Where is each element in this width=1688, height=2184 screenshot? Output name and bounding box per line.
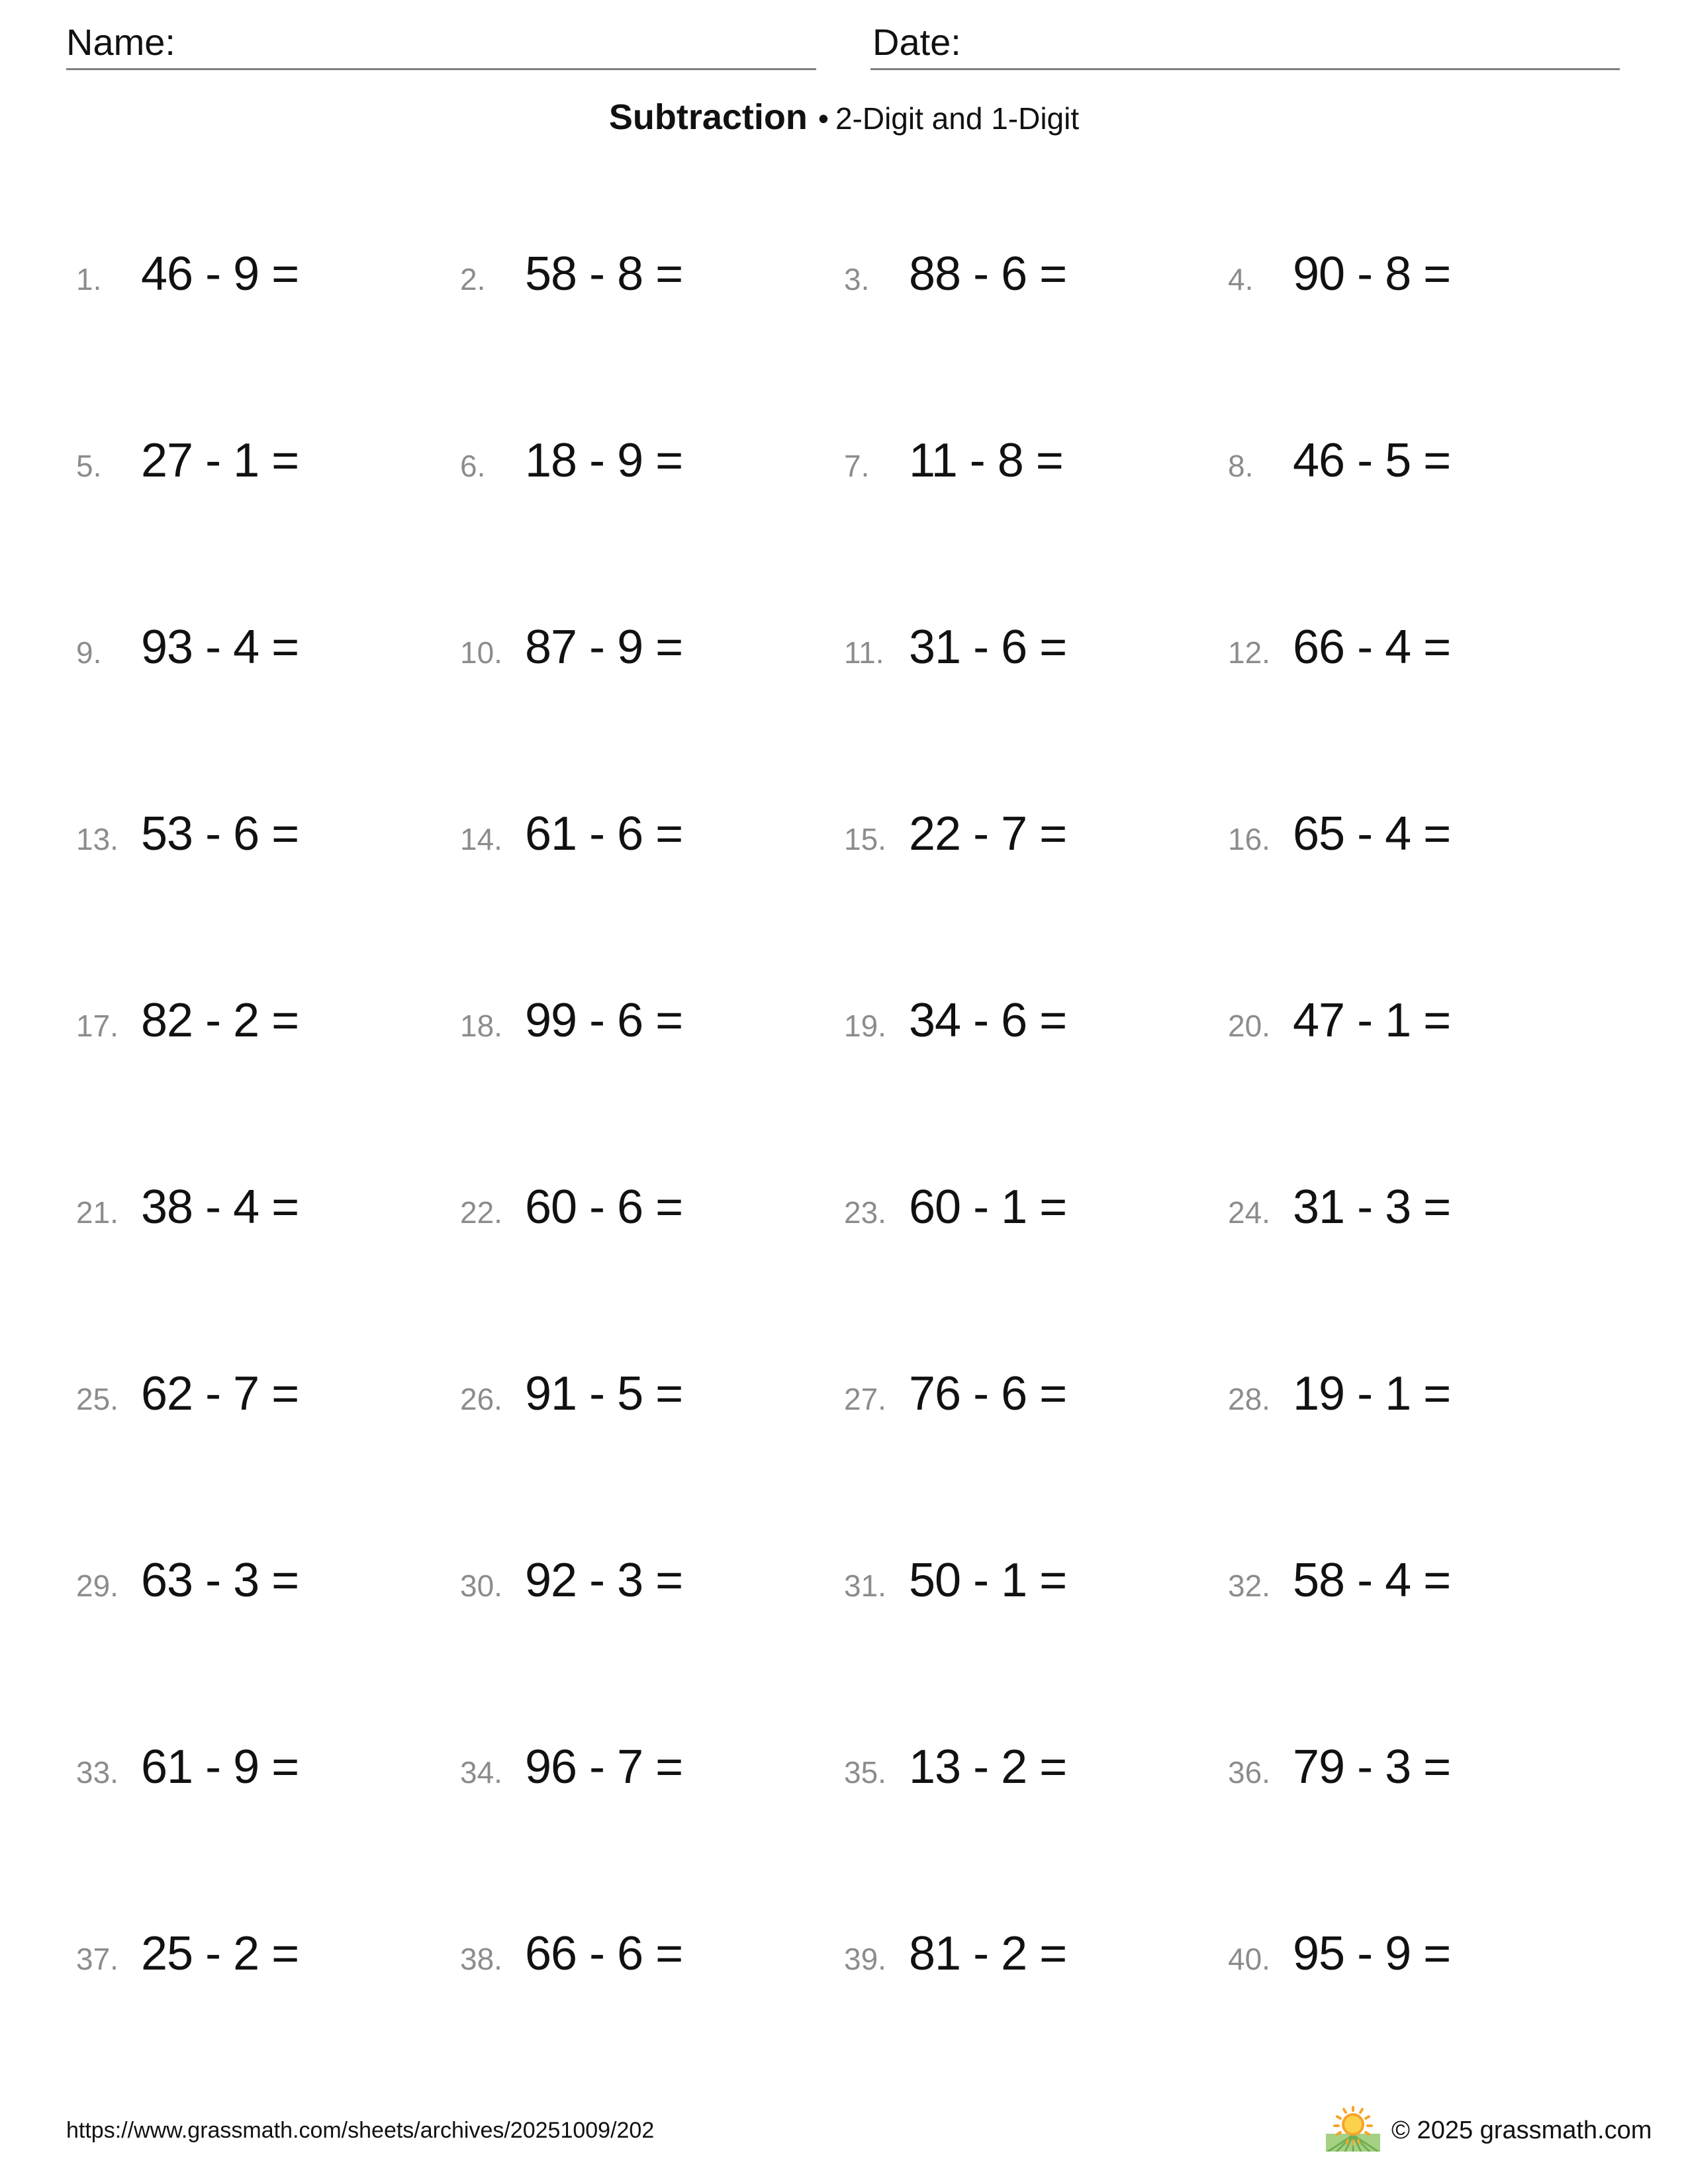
- footer-copyright: © 2025 grassmath.com: [1391, 2116, 1652, 2144]
- problem-number: 26.: [460, 1382, 502, 1416]
- problem-cell: [76, 989, 460, 1176]
- problem-number: 15.: [844, 822, 886, 856]
- problem-number: 5.: [76, 449, 102, 483]
- problem-number: 38.: [460, 1942, 502, 1976]
- problem-cell: [1228, 243, 1612, 430]
- problem-cell: [1228, 1736, 1612, 1923]
- problem-expression: 96 - 7 =: [525, 1741, 683, 1794]
- problem-number: 28.: [1228, 1382, 1270, 1416]
- problem-number: 8.: [1228, 449, 1254, 483]
- problem-expression: 95 - 9 =: [1293, 1927, 1451, 1980]
- problem-number: 34.: [460, 1755, 502, 1790]
- problem-expression: 82 - 2 =: [141, 994, 299, 1047]
- title-bullet: •: [818, 101, 829, 136]
- problem-number: 3.: [844, 262, 870, 296]
- problem-cell: [1228, 616, 1612, 803]
- problem-number: 22.: [460, 1195, 502, 1230]
- footer-url: https://www.grassmath.com/sheets/archives/20251009/202: [66, 2118, 655, 2143]
- problem-number: 35.: [844, 1755, 886, 1790]
- problem-cell: [1228, 1549, 1612, 1736]
- problem-expression: 50 - 1 =: [909, 1554, 1067, 1607]
- problem-expression: 61 - 6 =: [525, 807, 683, 860]
- problem-expression: 88 - 6 =: [909, 248, 1067, 300]
- problem-expression: 31 - 3 =: [1293, 1181, 1451, 1234]
- problem-number: 36.: [1228, 1755, 1270, 1790]
- title-subtitle: 2-Digit and 1-Digit: [835, 101, 1080, 136]
- problem-number: 1.: [76, 262, 102, 296]
- problem-cell: [1228, 989, 1612, 1176]
- problem-number: 18.: [460, 1009, 502, 1043]
- problem-cell: [844, 1363, 1228, 1549]
- problem-cell: [1228, 1923, 1612, 2109]
- problem-cell: [844, 616, 1228, 803]
- name-label: Name:: [66, 21, 175, 63]
- problem-expression: 11 - 8 =: [909, 434, 1063, 487]
- problem-cell: [844, 430, 1228, 616]
- problem-cell: [460, 1176, 844, 1363]
- problem-cell: [460, 243, 844, 430]
- problem-number: 4.: [1228, 262, 1254, 296]
- problem-expression: 60 - 6 =: [525, 1181, 683, 1234]
- problem-number: 9.: [76, 635, 102, 670]
- problem-number: 10.: [460, 635, 502, 670]
- problem-cell: [844, 803, 1228, 989]
- problem-number: 6.: [460, 449, 486, 483]
- problem-number: 21.: [76, 1195, 118, 1230]
- problem-expression: 65 - 4 =: [1293, 807, 1451, 860]
- problem-expression: 46 - 5 =: [1293, 434, 1451, 487]
- problem-expression: 19 - 1 =: [1293, 1367, 1451, 1420]
- problem-cell: [76, 1176, 460, 1363]
- problem-number: 13.: [76, 822, 118, 856]
- problem-cell: [844, 243, 1228, 430]
- date-label: Date:: [872, 21, 961, 63]
- problem-cell: [460, 803, 844, 989]
- problem-number: 7.: [844, 449, 870, 483]
- problem-number: 40.: [1228, 1942, 1270, 1976]
- problem-cell: [460, 1736, 844, 1923]
- date-underline: [870, 68, 1620, 70]
- problem-expression: 76 - 6 =: [909, 1367, 1067, 1420]
- problem-expression: 99 - 6 =: [525, 994, 683, 1047]
- problem-cell: [460, 430, 844, 616]
- problem-number: 32.: [1228, 1569, 1270, 1603]
- problem-number: 12.: [1228, 635, 1270, 670]
- problem-cell: [76, 1363, 460, 1549]
- problem-expression: 66 - 4 =: [1293, 621, 1451, 674]
- problem-cell: [1228, 803, 1612, 989]
- problem-number: 17.: [76, 1009, 118, 1043]
- problem-cell: [460, 1363, 844, 1549]
- problem-number: 23.: [844, 1195, 886, 1230]
- problem-number: 25.: [76, 1382, 118, 1416]
- problem-cell: [76, 1736, 460, 1923]
- problem-number: 24.: [1228, 1195, 1270, 1230]
- problem-expression: 60 - 1 =: [909, 1181, 1067, 1234]
- problem-expression: 34 - 6 =: [909, 994, 1067, 1047]
- problem-expression: 61 - 9 =: [141, 1741, 299, 1794]
- problem-expression: 91 - 5 =: [525, 1367, 683, 1420]
- problem-number: 31.: [844, 1569, 886, 1603]
- page-title: [0, 97, 1688, 138]
- problem-expression: 25 - 2 =: [141, 1927, 299, 1980]
- problem-expression: 81 - 2 =: [909, 1927, 1067, 1980]
- problem-cell: [844, 989, 1228, 1176]
- problem-expression: 27 - 1 =: [141, 434, 299, 487]
- problem-expression: 62 - 7 =: [141, 1367, 299, 1420]
- problem-number: 37.: [76, 1942, 118, 1976]
- problem-number: 39.: [844, 1942, 886, 1976]
- problem-expression: 87 - 9 =: [525, 621, 683, 674]
- problem-cell: [844, 1176, 1228, 1363]
- problem-cell: [76, 616, 460, 803]
- problem-expression: 92 - 3 =: [525, 1554, 683, 1607]
- problem-number: 20.: [1228, 1009, 1270, 1043]
- problem-cell: [76, 803, 460, 989]
- problem-expression: 66 - 6 =: [525, 1927, 683, 1980]
- problem-cell: [1228, 430, 1612, 616]
- problem-number: 27.: [844, 1382, 886, 1416]
- problem-expression: 18 - 9 =: [525, 434, 683, 487]
- problem-number: 16.: [1228, 822, 1270, 856]
- problem-expression: 53 - 6 =: [141, 807, 299, 860]
- problem-expression: 90 - 8 =: [1293, 248, 1451, 300]
- problem-expression: 58 - 8 =: [525, 248, 683, 300]
- problem-expression: 38 - 4 =: [141, 1181, 299, 1234]
- problem-cell: [460, 616, 844, 803]
- problem-cell: [460, 1549, 844, 1736]
- problem-cell: [76, 1549, 460, 1736]
- problem-cell: [460, 1923, 844, 2109]
- problem-cell: [76, 1923, 460, 2109]
- problem-expression: 13 - 2 =: [909, 1741, 1067, 1794]
- problem-expression: 93 - 4 =: [141, 621, 299, 674]
- title-main: Subtraction: [608, 97, 808, 137]
- problems-grid: [76, 243, 1612, 2109]
- problem-cell: [1228, 1363, 1612, 1549]
- problem-number: 29.: [76, 1569, 118, 1603]
- problem-number: 11.: [844, 635, 884, 670]
- problem-expression: 79 - 3 =: [1293, 1741, 1451, 1794]
- name-underline: [66, 68, 816, 70]
- problem-expression: 58 - 4 =: [1293, 1554, 1451, 1607]
- problem-number: 19.: [844, 1009, 886, 1043]
- problem-cell: [844, 1736, 1228, 1923]
- problem-number: 33.: [76, 1755, 118, 1790]
- problem-expression: 47 - 1 =: [1293, 994, 1451, 1047]
- problem-cell: [1228, 1176, 1612, 1363]
- problem-number: 14.: [460, 822, 502, 856]
- problem-expression: 31 - 6 =: [909, 621, 1067, 674]
- problem-cell: [76, 243, 460, 430]
- problem-expression: 46 - 9 =: [141, 248, 299, 300]
- problem-cell: [76, 430, 460, 616]
- problem-number: 30.: [460, 1569, 502, 1603]
- problem-number: 2.: [460, 262, 486, 296]
- problem-cell: [844, 1549, 1228, 1736]
- grassmath-logo-icon: [1326, 2105, 1380, 2152]
- problem-cell: [844, 1923, 1228, 2109]
- problem-expression: 22 - 7 =: [909, 807, 1067, 860]
- problem-expression: 63 - 3 =: [141, 1554, 299, 1607]
- problem-cell: [460, 989, 844, 1176]
